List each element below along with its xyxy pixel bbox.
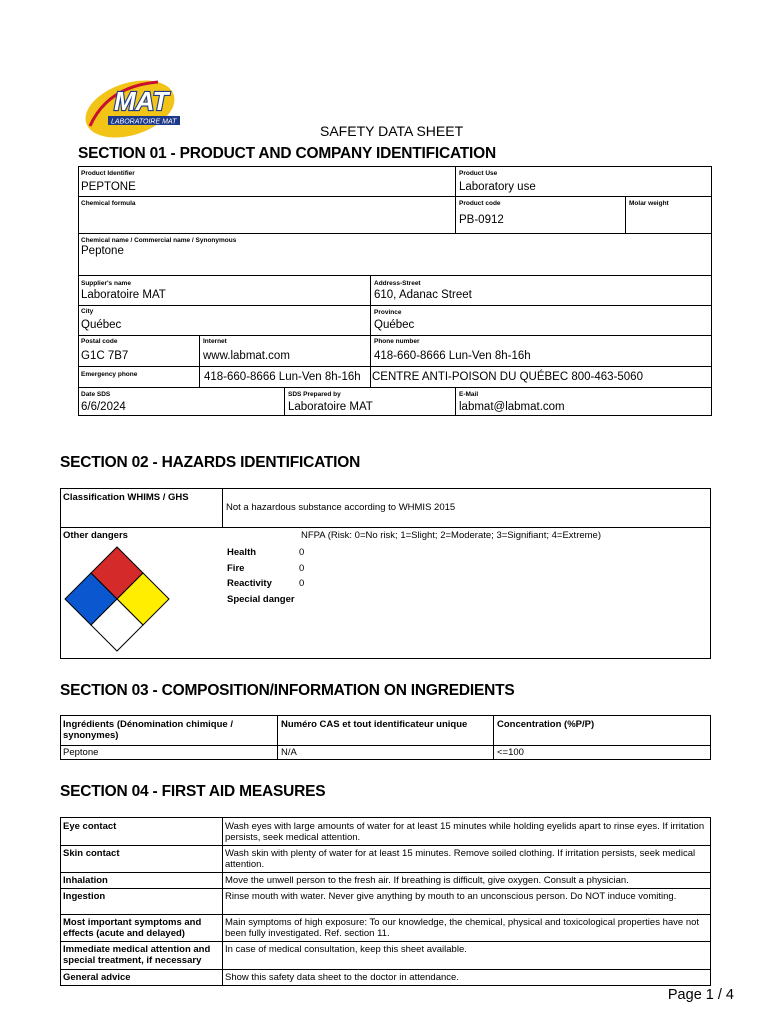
logo-text: MAT	[114, 86, 169, 116]
ingredients-header: Ingrédients (Dénomination chimique / synonymes)	[63, 719, 233, 741]
classification-text: Not a hazardous substance according to WHMIS 2015	[226, 502, 456, 513]
classification-label: Classification WHIMS / GHS	[63, 492, 189, 503]
first-aid-label-inhalation: Inhalation	[63, 875, 108, 886]
product-identifier-label: Product Identifier	[81, 170, 135, 177]
other-dangers-label: Other dangers	[63, 530, 128, 541]
product-use: Laboratory use	[459, 181, 536, 193]
page-number: Page 1 / 4	[667, 987, 734, 1003]
prepared-by: Laboratoire MAT	[288, 401, 373, 413]
phone: 418-660-8666 Lun-Ven 8h-16h	[374, 350, 531, 362]
concentration-header: Concentration (%P/P)	[497, 719, 595, 730]
first-aid-text-medical: In case of medical consultation, keep this sheet available.	[225, 944, 467, 955]
nfpa-fire-value: 0	[299, 563, 305, 574]
section3-title: SECTION 03 - COMPOSITION/INFORMATION ON INGREDIENTS	[60, 682, 515, 699]
cas-header: Numéro CAS et tout identificateur unique	[281, 719, 468, 730]
section1-title: SECTION 01 - PRODUCT AND COMPANY IDENTIFICATION	[78, 145, 497, 162]
document-title: SAFETY DATA SHEET	[320, 123, 464, 139]
molar-weight-label: Molar weight	[629, 200, 669, 207]
address-label: Address-Street	[374, 280, 421, 287]
emergency-center: CENTRE ANTI-POISON DU QUÉBEC 800-463-5060	[372, 371, 643, 383]
ingredient-concentration: <=100	[497, 747, 524, 758]
first-aid-label-symptoms: Most important symptoms and effects (acute and delayed)	[63, 917, 202, 939]
first-aid-text-skin: Wash skin with plenty of water for at least 15 minutes. Remove soiled clothing. If irritation persists, seek medical attention.	[225, 848, 696, 870]
province-label: Province	[374, 309, 402, 316]
address: 610, Adanac Street	[374, 289, 472, 301]
first-aid-text-ingestion: Rinse mouth with water. Never give anything by mouth to an unconscious person. Do NOT induce vomiting.	[225, 891, 677, 902]
chemical-name-label: Chemical name / Commercial name / Synonymous	[81, 237, 237, 244]
first-aid-label-ingestion: Ingestion	[63, 891, 106, 902]
postal: G1C 7B7	[81, 350, 129, 362]
ingredient-cas: N/A	[281, 747, 297, 758]
emergency-phone: 418-660-8666 Lun-Ven 8h-16h	[204, 371, 361, 383]
email-link[interactable]: labmat@labmat.com	[459, 401, 565, 413]
chemical-name: Peptone	[81, 245, 124, 257]
company-logo	[78, 76, 188, 140]
prepared-label: SDS Prepared by	[288, 391, 341, 398]
first-aid-label-general: General advice	[63, 972, 131, 983]
internet-label: Internet	[203, 338, 227, 345]
product-code: PB-0912	[459, 214, 504, 226]
nfpa-special-label: Special danger	[227, 594, 295, 605]
first-aid-text-inhalation: Move the unwell person to the fresh air. If breathing is difficult, give oxygen. Consult a physician.	[225, 875, 629, 886]
phone-label: Phone number	[374, 338, 420, 345]
city: Québec	[81, 319, 122, 331]
first-aid-text-symptoms: Main symptoms of high exposure: To our knowledge, the chemical, physical and toxicological properties have not been fully investigated. Ref. section 11.	[225, 917, 700, 939]
city-label: City	[81, 308, 94, 315]
first-aid-text-eye: Wash eyes with large amounts of water for at least 15 minutes while holding eyelids apart to rinse eyes. If irritation persists, seek medical attention.	[225, 821, 705, 843]
supplier: Laboratoire MAT	[81, 289, 166, 301]
nfpa-diamond-icon	[63, 544, 171, 652]
ingredient-name: Peptone	[63, 747, 99, 758]
email-label: E-Mail	[459, 391, 479, 398]
date-label: Date SDS	[81, 391, 111, 398]
section4-title: SECTION 04 - FIRST AID MEASURES	[60, 783, 326, 800]
internet-link[interactable]: www.labmat.com	[203, 350, 290, 362]
logo-subtext: LABORATOIRE MAT	[111, 118, 177, 126]
product-use-label: Product Use	[459, 170, 498, 177]
nfpa-health-label: Health	[227, 547, 257, 558]
nfpa-reactivity-label: Reactivity	[227, 578, 272, 589]
nfpa-fire-label: Fire	[227, 563, 245, 574]
chemical-formula-label: Chemical formula	[81, 200, 136, 207]
first-aid-label-eye: Eye contact	[63, 821, 117, 832]
product-code-label: Product code	[459, 200, 501, 207]
section2-title: SECTION 02 - HAZARDS IDENTIFICATION	[60, 454, 361, 471]
nfpa-reactivity-value: 0	[299, 578, 305, 589]
nfpa-health-value: 0	[299, 547, 305, 558]
product-identifier: PEPTONE	[81, 181, 136, 193]
first-aid-text-general: Show this safety data sheet to the doctor in attendance.	[225, 972, 459, 983]
sds-date: 6/6/2024	[81, 401, 126, 413]
province: Québec	[374, 319, 415, 331]
first-aid-label-medical: Immediate medical attention and special treatment, if necessary	[63, 944, 211, 966]
nfpa-legend: NFPA (Risk: 0=No risk; 1=Slight; 2=Moderate; 3=Signifiant; 4=Extreme)	[301, 530, 602, 541]
supplier-label: Supplier's name	[81, 280, 131, 287]
first-aid-label-skin: Skin contact	[63, 848, 120, 859]
emergency-label: Emergency phone	[81, 371, 138, 378]
postal-label: Postal code	[81, 338, 118, 345]
